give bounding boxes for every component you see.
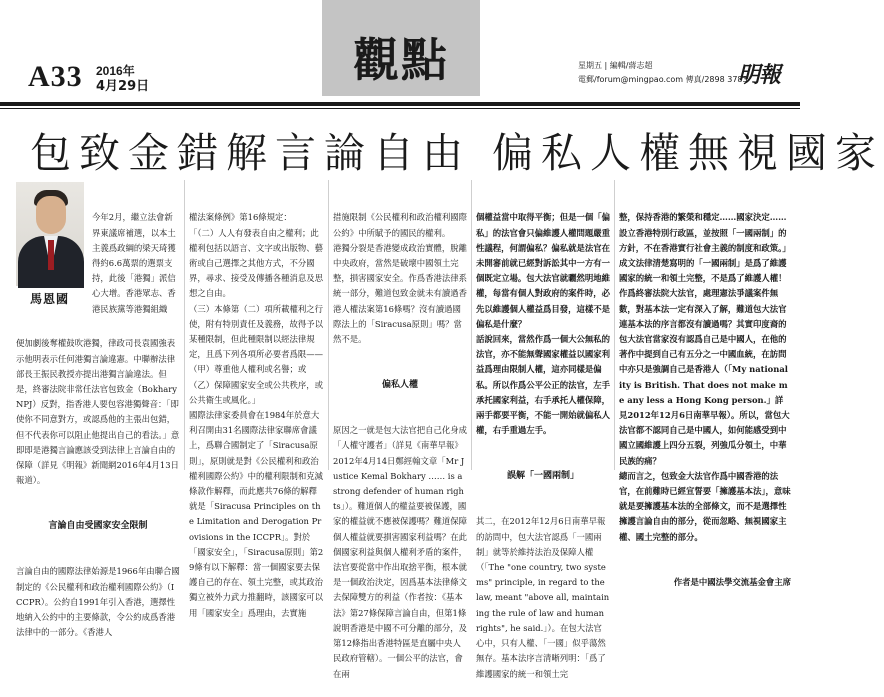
paragraph: 言論自由的國際法律始源是1966年由聯合國制定的《公民權利和政治權利國際公約》（ICCPR）。公約自1991年引入香港，選擇性地納入公約中的主要條款，令公約成爲香港法律中的一部分。《香港人 — [16, 566, 180, 638]
subheading: 偏私人權 — [381, 379, 418, 390]
header-rule-thick — [0, 102, 800, 106]
masthead — [0, 0, 800, 118]
author-photo — [16, 182, 84, 286]
paragraph: 原因之一就是包大法官把自己化身成「人權守護者」（詳見《南華早報》2012年4月14日鄭經翰文章「Mr Justice Kemal Bokhary …… is a strong defender of human rights」）。難道個人的權益要被保護，國家的權益就不應被保護嗎？難道保障個人權益就要損害國家利益嗎？在此個國家利益與個人權利矛盾的案件，法官要從當中作出取捨平衡，根本就是一個政治決定，因爲基本法律條文去保障雙方的利益（作者按：《基本法》第27條保障言論自由，但第1條說明香港是中國不可分離的部分，及第12條指出香港特區是直屬中央人民政府管轄）。一個公平的法官，會在兩 — [333, 425, 467, 679]
subheading: 誤解「一國兩制」 — [506, 470, 579, 481]
article-column-4 — [476, 180, 610, 679]
date-year: 2016年 — [96, 64, 135, 78]
section-title: 觀點 — [353, 33, 449, 87]
editor-info: 星期五 | 編輯/蔣志超 — [578, 61, 653, 70]
paragraph: 權法案條例》第16條規定： 「（二）人人有發表自由之權利；此權利包括以語言、文字或出版物、藝術或自己選擇之其他方式，不分國界，尋求、接受及傳播各種消息及思想之自由。 （三）本條第（二）項所載權利之行使，附有特別責任及義務，故得予以某種限制，但此種限制以經法律規定，且爲下列各項所必要者爲限—— （甲）尊重他人權利或名譽；或 （乙）保障國家安全或公共秩序，或公共衛生或風化。」 國際法律家委員會在1984年於意大利召開由31名國際法律家聯席會議上，爲聯合國制定了「Siracusa原則」，原則就是對《公民權利和政治權利國際公約》中的權利限制和克減條款作解釋，而此應共76條的解釋就是「Siracusa Principles on the Limitation and Derogation Provisions in the ICCPR」。對於「國家安全」，「Siracusa原則」第29條有以下解釋：當一個國家要去保護自己的存在、領土完整，或其政治獨立被外力武力推翻時，該國家可以用「國家安全」爲理由，去實施 — [189, 212, 324, 618]
article-headline: 包致金錯解言論自由 偏私人權無視國家 — [30, 129, 884, 177]
column-divider — [184, 180, 185, 470]
subheading: 言論自由受國家安全限制 — [48, 520, 148, 531]
author-name: 馬恩國 — [30, 292, 70, 306]
column-divider — [328, 180, 329, 470]
article-column-5 — [619, 180, 791, 588]
author-bio: 作者是中國法學交流基金會主席 — [673, 577, 791, 588]
paragraph: 措施限制《公民權利和政治權利國際公約》中所賦予的國民的權利。 港獨分裂是香港變成政治實體，脫離中央政府，當然是破壞中國領土完整，損害國家安全。作爲香港法律系統一部分，難道包致金就未有讀過香港人權法案第16條嗎？沒有讀過國際法上的「Siracusa原則」嗎？當然不是。 — [333, 212, 467, 345]
page-number: A33 — [28, 60, 83, 93]
contact-info: 電郵/forum@mingpao.com 傳真/2898 3783 — [578, 75, 748, 84]
date-month-day: 4月29日 — [96, 79, 150, 94]
paragraph: 便加劇後奪權鼓吹港獨，律政司長袁國強表示他明表示任何港獨言論違憲。中聯辦法律部長王振民教授亦提出港獨言論違法。但是，終審法院非常任法官包致金（Bokhary NPJ）反對，指香港人要包容港獨聲音：「即使你不同意對方，或認爲他的主張出包錯，但不代表你可以阻止他提出自己的看法。」意即即是港獨言論應該受到法律上言論自由的保障（詳見《明報》新聞網2016年4月13日報道）。 — [16, 338, 180, 486]
paragraph: 其二，在2012年12月6日南華早報的訪問中，包大法官認爲「一國兩制」就等於維持法治及保障人權（「The "one country, two systems" principle, in regard to the law, meant "above all, maintaining the rule of law and human rights", he said.」）。在包大法官心中，只有人權、「一國」似乎蕩然無存。基本法序言清晰列明：「爲了維護國家的統一和領土完 — [476, 516, 610, 679]
column-divider — [471, 180, 472, 470]
paragraph: 今年2月，繼立法會新界東議席補選，以本土主義爲政綱的梁天琦獲得約6.6萬票的選票支持，此後「港獨」派信心大增。香港眾志、香港民族黨等港獨組織 — [92, 212, 176, 314]
paragraph: 整，保持香港的繁榮和穩定……國家決定……設立香港特別行政區，並按照「一國兩制」的方針，不在香港實行社會主義的制度和政策。」成文法律清楚寫明的「一國兩制」是爲了維護國家的統一和領土完整，不是爲了維護人權！作爲終審法院大法官，處理憲法爭議案件無數，對基本法一定有深入了解，難道包大法官連基本法的序言都沒有讀過嗎？其實印度裔的包大法官當家沒有認爲自己是中國人，在他的著作中提到自己有五分之一中國血統，在訪問中亦只是強調自己是香港人（「My nationality is British. That does not make me any less a Hong Kong person.」詳見2012年12月6日南華早報）。所以，當包大法官都不認同自己是中國人，如何能感受到中國立國維護上四分五裂，列強瓜分領土，中華民族的痛？ 總而言之，包致金大法官作爲中國香港的法官，在前難時已經宣誓要「擁護基本法」，意味就是要擁護基本法的全部條文，而不是選擇性擁護言論自由的部分，從而忽略、無視國家主權、國土完整的部分。 — [619, 212, 791, 542]
article-column-1-bottom — [16, 306, 180, 638]
article-column-1-top — [92, 180, 180, 314]
column-divider — [614, 180, 615, 470]
header-rule-thin — [0, 108, 800, 109]
section-banner — [322, 0, 480, 96]
article-column-2 — [189, 180, 324, 618]
paragraph: 個權益當中取得平衡；但是一個「偏私」的法官會只偏維護人權問題嚴重性議程，何謂偏私？偏私就是法官在未開審前就已經對訴訟其中一方有一個既定立場。包大法官就曬然明地維權，每當有個人對政府的案件時，必先以維護個人權益爲目發，這樣不是偏私是什麼？ 話說回來，當然作爲一個大公無私的法官，亦不能無聲國家權益以國家利益爲理由限制人權，這亦同樣是偏私。所以作爲公平公正的法官，左手承托國家利益，右手承托人權保障，兩手都要平衡，不能一開始就偏私人權，右手重過左手。 — [476, 212, 610, 436]
article-column-3 — [333, 180, 467, 679]
newspaper-logo: 明報 — [738, 62, 781, 88]
